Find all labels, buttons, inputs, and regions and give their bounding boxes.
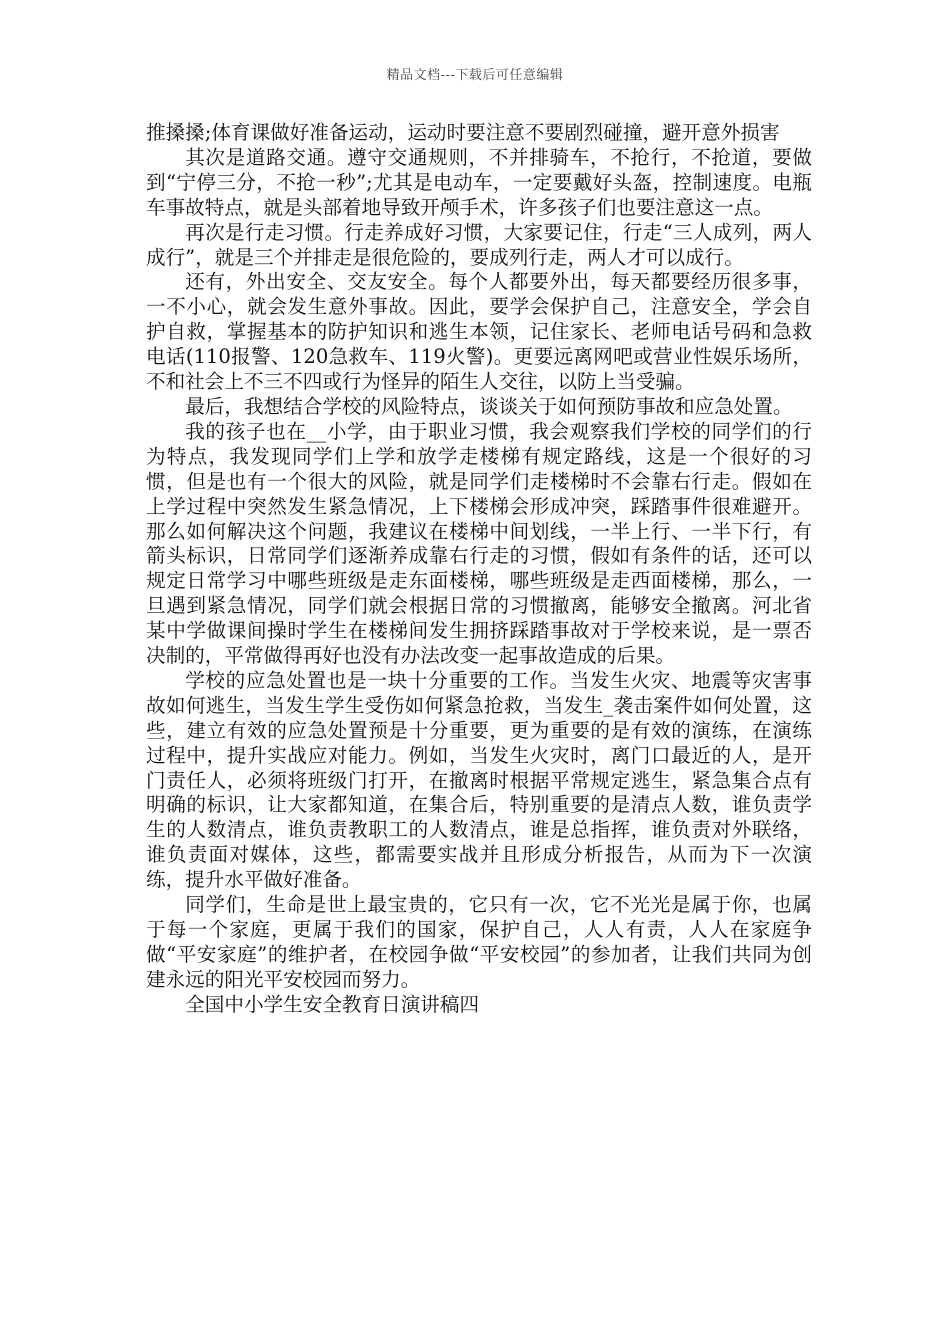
section-title: 全国中小学生安全教育日演讲稿四: [185, 992, 480, 1016]
document-body: [146, 121, 812, 1018]
paragraph-6: 我的孩子也在__小学，由于职业习惯，我会观察我们学校的同学们的行为特点，我发现同学们上学和放学走楼梯有规定路线，这是一个很好的习惯，但是也有一个很大的风险，就是同学们走楼梯时不会靠右行走。假如在上学过程中突然发生紧急情况，上下楼梯会形成冲突，踩踏事件很难避开。那么如何解决这个问题，我建议在楼梯中间划线，一半上行、一半下行，有箭头标识，日常同学们逐渐养成靠右行走的习惯，假如有条件的话，还可以规定日常学习中哪些班级是走东面楼梯，哪些班级是走西面楼梯，那么，一旦遇到紧急情况，同学们就会根据日常的习惯撤离，能够安全撤离。河北省某中学做课间操时学生在楼梯间发生拥挤踩踏事故对于学校来说，是一票否决制的，平常做得再好也没有办法改变一起事故造成的后果。: [146, 419, 812, 668]
paragraph-3: 再次是行走习惯。行走养成好习惯，大家要记住，行走“三人成列，两人成行”，就是三个并排走是很危险的，要成列行走，两人才可以成行。: [146, 220, 812, 269]
paragraph-7: 学校的应急处置也是一块十分重要的工作。当发生火灾、地震等灾害事故如何逃生，当发生学生受伤如何紧急抢救，当发生_袭击案件如何处置，这些，建立有效的应急处置预是十分重要，更为重要的是有效的演练，在演练过程中，提升实战应对能力。例如，当发生火灾时，离门口最近的人，是开门责任人，必须将班级门打开，在撤离时根据平常规定逃生，紧急集合点有明确的标识，让大家都知道，在集合后，特别重要的是清点人数，谁负责学生的人数清点，谁负责教职工的人数清点，谁是总指挥，谁负责对外联络，谁负责面对媒体，这些，都需要实战并且形成分析报告，从而为下一次演练，提升水平做好准备。: [146, 668, 812, 892]
paragraph-2: 其次是道路交通。遵守交通规则，不并排骑车，不抢行，不抢道，要做到“宁停三分，不抢一秒”;尤其是电动车，一定要戴好头盔，控制速度。电瓶车事故特点，就是头部着地导致开颅手术，许多孩子们也要注意这一点。: [146, 145, 812, 219]
paragraph-1: 推搡搡;体育课做好准备运动，运动时要注意不要剧烈碰撞，避开意外损害: [146, 121, 780, 144]
page-header: 精品文档---下载后可任意编辑: [386, 68, 564, 83]
paragraph-8: 同学们，生命是世上最宝贵的，它只有一次，它不光光是属于你，也属于每一个家庭，更属于我们的国家，保护自己，人人有责，人人在家庭争做“平安家庭”的维护者，在校园争做“平安校园”的参加者，让我们共同为创建永远的阳光平安校园而努力。: [146, 893, 812, 991]
paragraph-4: 还有，外出安全、交友安全。每个人都要外出，每天都要经历很多事，一不小心，就会发生意外事故。因此，要学会保护自己，注意安全，学会自护自救，掌握基本的防护知识和逃生本领，记住家长、老师电话号码和急救电话(110报警、120急救车、119火警)。更要远离网吧或营业性娱乐场所，不和社会上不三不四或行为怪异的陌生人交往，以防上当受骗。: [146, 270, 812, 394]
paragraph-5: 最后，我想结合学校的风险特点，谈谈关于如何预防事故和应急处置。: [185, 394, 793, 418]
